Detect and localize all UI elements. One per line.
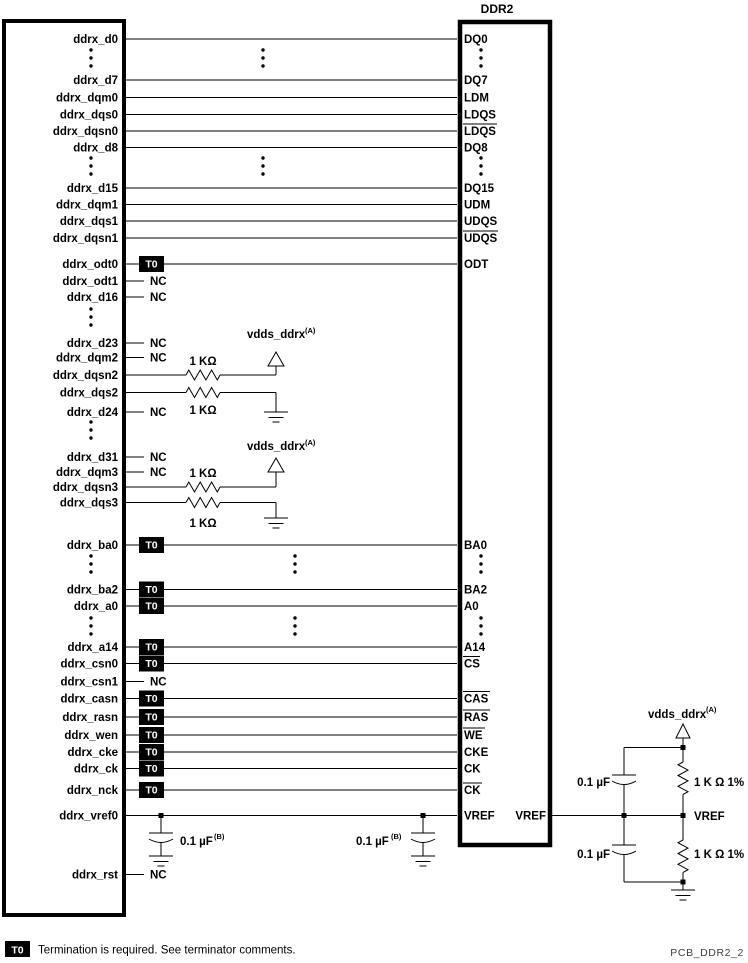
row-ddrx-cke (67, 744, 488, 760)
ground-icon (264, 412, 288, 422)
row-ddrx-d8 (73, 143, 488, 155)
terminator-label: T0 (145, 729, 158, 742)
row-ddrx-dqm0 (56, 93, 489, 105)
ddr2-pin-label: UDM (464, 199, 491, 212)
footnote-text: Termination is required. See terminator comments. (38, 944, 296, 957)
resistor-icon (678, 762, 688, 794)
terminator-label: T0 (145, 539, 158, 552)
left-pin-label: ddrx_dqsn3 (52, 482, 118, 494)
ddr2-pin-label: DQ0 (464, 34, 488, 46)
terminator-label: T0 (145, 641, 158, 654)
row-ddrx-ck (74, 761, 481, 777)
row-ddrx-d31 (67, 452, 167, 464)
left-pin-label: ddrx_odt1 (62, 276, 118, 288)
row-ddrx-d24 (67, 407, 167, 419)
row-ddrx-rasn (62, 709, 490, 725)
terminator-label: T0 (145, 658, 158, 670)
nc-label: NC (150, 292, 167, 304)
left-pin-label: ddrx_casn (60, 693, 118, 706)
nc-label: NC (150, 452, 167, 464)
row-ddrx-ba0 (67, 537, 487, 553)
ddr2-title: DDR2 (480, 2, 514, 16)
terminator-label: T0 (145, 693, 158, 705)
left-pin-label: ddrx_d15 (66, 183, 118, 195)
row-ddrx-dqm1 (56, 200, 490, 212)
left-pin-label: ddrx_nck (66, 785, 118, 797)
supply-arrow-icon (268, 458, 284, 472)
left-pin-label: ddrx_dqsn2 (52, 370, 118, 382)
left-pin-label: ddrx_a0 (73, 601, 118, 613)
ground-icon (671, 890, 695, 900)
capacitor-icon (612, 851, 636, 855)
nc-label: NC (150, 676, 167, 689)
capacitor-superscript: (B) (214, 832, 225, 841)
ddr2-pin-label: BA2 (464, 584, 488, 597)
left-pin-label: ddrx_dqsn0 (52, 126, 118, 138)
capacitor-value: 0.1 µF (180, 836, 213, 848)
nc-label: NC (150, 352, 167, 365)
row-ddrx-dqsn1 (53, 231, 498, 245)
left-pin-label: ddrx_dqm2 (56, 352, 118, 365)
left-pin-label: ddrx_a14 (67, 642, 118, 654)
row-ddrx-dqsn0 (53, 124, 497, 138)
row-ddrx-a0 (74, 598, 479, 614)
resistor-icon (186, 370, 220, 380)
capacitor-superscript: (B) (391, 832, 402, 841)
nc-label: NC (150, 467, 167, 479)
resistor-value: 1 K Ω 1% (694, 777, 745, 789)
row-ddrx-odt1 (62, 276, 166, 288)
ground-icon (149, 856, 173, 866)
terminator-label: T0 (145, 711, 158, 724)
vref-capacitor-1 (149, 813, 225, 866)
capacitor-value: 0.1 µF (577, 849, 610, 861)
left-pin-label: ddrx_rst (71, 869, 118, 882)
left-pin-label: ddrx_dqm0 (56, 92, 118, 105)
vref-capacitor-2 (356, 813, 435, 866)
terminator-label: T0 (145, 763, 158, 775)
left-pin-label: ddrx_odt0 (62, 259, 118, 271)
left-pin-label: ddrx_vref0 (59, 810, 118, 823)
ddr2-pin-label: CKE (464, 747, 489, 759)
resistor-icon (186, 388, 220, 398)
left-pin-label: ddrx_d8 (73, 142, 118, 155)
left-pin-label: ddrx_cke (67, 747, 118, 759)
terminator-label: T0 (145, 784, 158, 797)
left-pin-label: ddrx_d31 (66, 452, 118, 464)
nc-label: NC (150, 338, 167, 350)
left-pin-label: ddrx_csn1 (60, 676, 118, 689)
resistor-icon (678, 840, 688, 872)
left-pin-label: ddrx_d16 (66, 292, 118, 304)
terminator-label: T0 (145, 584, 158, 596)
supply-superscript: (A) (706, 705, 717, 714)
left-pin-label: ddrx_d24 (66, 407, 118, 419)
left-pin-label: ddrx_csn0 (60, 658, 118, 671)
ground-icon (264, 518, 288, 528)
terminator-label: T0 (145, 746, 158, 759)
row-ddrx-csn1 (60, 677, 166, 689)
ddr2-pin-label: ODT (464, 259, 489, 271)
supply-label: vdds_ddrx (648, 709, 707, 721)
left-pin-label: ddrx_d7 (73, 75, 118, 87)
ddr2-pin-label: DQ15 (464, 183, 495, 195)
ddr2-pin-label: CS (464, 658, 480, 671)
nc-label: NC (150, 869, 167, 882)
row-ddrx-rst (72, 870, 167, 882)
left-pin-label: ddrx_dqs2 (59, 387, 118, 400)
row-ddrx-a14 (67, 639, 485, 655)
capacitor-value: 0.1 µF (577, 777, 610, 789)
ddr2-pin-label: CK (464, 785, 481, 797)
ddr2-pin-label: DQ8 (464, 142, 488, 155)
left-pin-label: ddrx_d23 (66, 338, 118, 350)
left-pin-label: ddrx_rasn (62, 712, 118, 724)
ddr2-pin-label: A14 (464, 642, 486, 654)
left-pin-label: ddrx_ck (73, 763, 118, 776)
resistor-icon (186, 482, 220, 492)
left-pin-label: ddrx_dqs3 (59, 497, 118, 510)
row-ddrx-nck (67, 782, 482, 798)
row-ddrx-vref0 (59, 811, 546, 867)
terminator-label: T0 (145, 600, 158, 613)
row-ddrx-ba2 (67, 582, 487, 598)
capacitor-icon (149, 839, 173, 843)
left-pin-label: ddrx_dqs1 (59, 216, 118, 228)
terminator-label: T0 (145, 258, 158, 271)
row-ddrx-odt0 (62, 256, 488, 272)
ddr2-pin-label: CAS (464, 693, 489, 706)
supply-label: vdds_ddrx (247, 441, 306, 453)
supply-arrow-icon (268, 352, 284, 366)
ground-icon (411, 856, 435, 866)
left-pin-label: ddrx_ba0 (66, 540, 118, 552)
left-pin-label: ddrx_dqm3 (56, 467, 118, 479)
left-pin-label: ddrx_dqm1 (56, 199, 118, 212)
capacitor-value: 0.1 µF (356, 836, 389, 848)
resistor-icon (186, 498, 220, 508)
ddr2-pin-label: UDQS (464, 233, 498, 245)
ddr2-pin-label: DQ7 (464, 75, 488, 87)
left-pin-label: ddrx_dqsn1 (52, 233, 118, 245)
vref-net-label: VREF (694, 811, 725, 823)
ddr2-pin-label: VREF (464, 810, 495, 823)
capacitor-icon (612, 781, 636, 785)
row-ddrx-dqm2 (56, 353, 167, 365)
supply-arrow-icon (676, 724, 690, 738)
row-ddrx-d7 (73, 75, 487, 87)
row-ddrx-d0 (73, 34, 487, 46)
ddr2-pin-label: A0 (464, 601, 479, 613)
left-pin-label: ddrx_d0 (73, 34, 118, 46)
supply-label: vdds_ddrx (247, 329, 306, 341)
resistor-value: 1 KΩ (189, 356, 217, 368)
nc-label: NC (150, 407, 167, 419)
ddr2-pin-label: WE (464, 730, 483, 742)
figure-tag: PCB_DDR2_2 (670, 947, 744, 959)
left-pin-label: ddrx_ba2 (66, 584, 118, 597)
row-ddrx-d23 (67, 338, 167, 350)
capacitor-icon (411, 839, 435, 843)
row-ddrx-d16 (67, 292, 167, 304)
resistor-value: 1 KΩ (189, 405, 217, 417)
terminator-label: T0 (11, 944, 24, 957)
resistor-value: 1 KΩ (189, 468, 217, 480)
ddr2-pin-label: LDQS (464, 126, 496, 138)
row-ddrx-wen (64, 727, 485, 743)
supply-superscript: (A) (305, 326, 316, 335)
ddr2-pin-label: RAS (464, 712, 489, 724)
vref-divider-network (552, 705, 744, 900)
ddr2-pin-label: BA0 (464, 540, 488, 552)
ddr2-pin-label: VREF (515, 810, 546, 823)
nc-label: NC (150, 276, 167, 288)
resistor-value: 1 K Ω 1% (694, 849, 745, 861)
resistor-value: 1 KΩ (189, 518, 217, 530)
supply-superscript: (A) (305, 438, 316, 447)
footnote (5, 941, 296, 957)
row-ddrx-dqm3 (56, 467, 167, 479)
row-ddrx-d15 (67, 183, 495, 195)
ddr2-pin-label: LDQS (464, 109, 496, 122)
ddr2-pin-label: CK (464, 763, 481, 776)
ddr2-pin-label: UDQS (464, 216, 498, 228)
ddr2-pin-label: LDM (464, 92, 489, 105)
left-pin-label: ddrx_wen (64, 730, 118, 742)
left-pin-label: ddrx_dqs0 (59, 109, 118, 122)
